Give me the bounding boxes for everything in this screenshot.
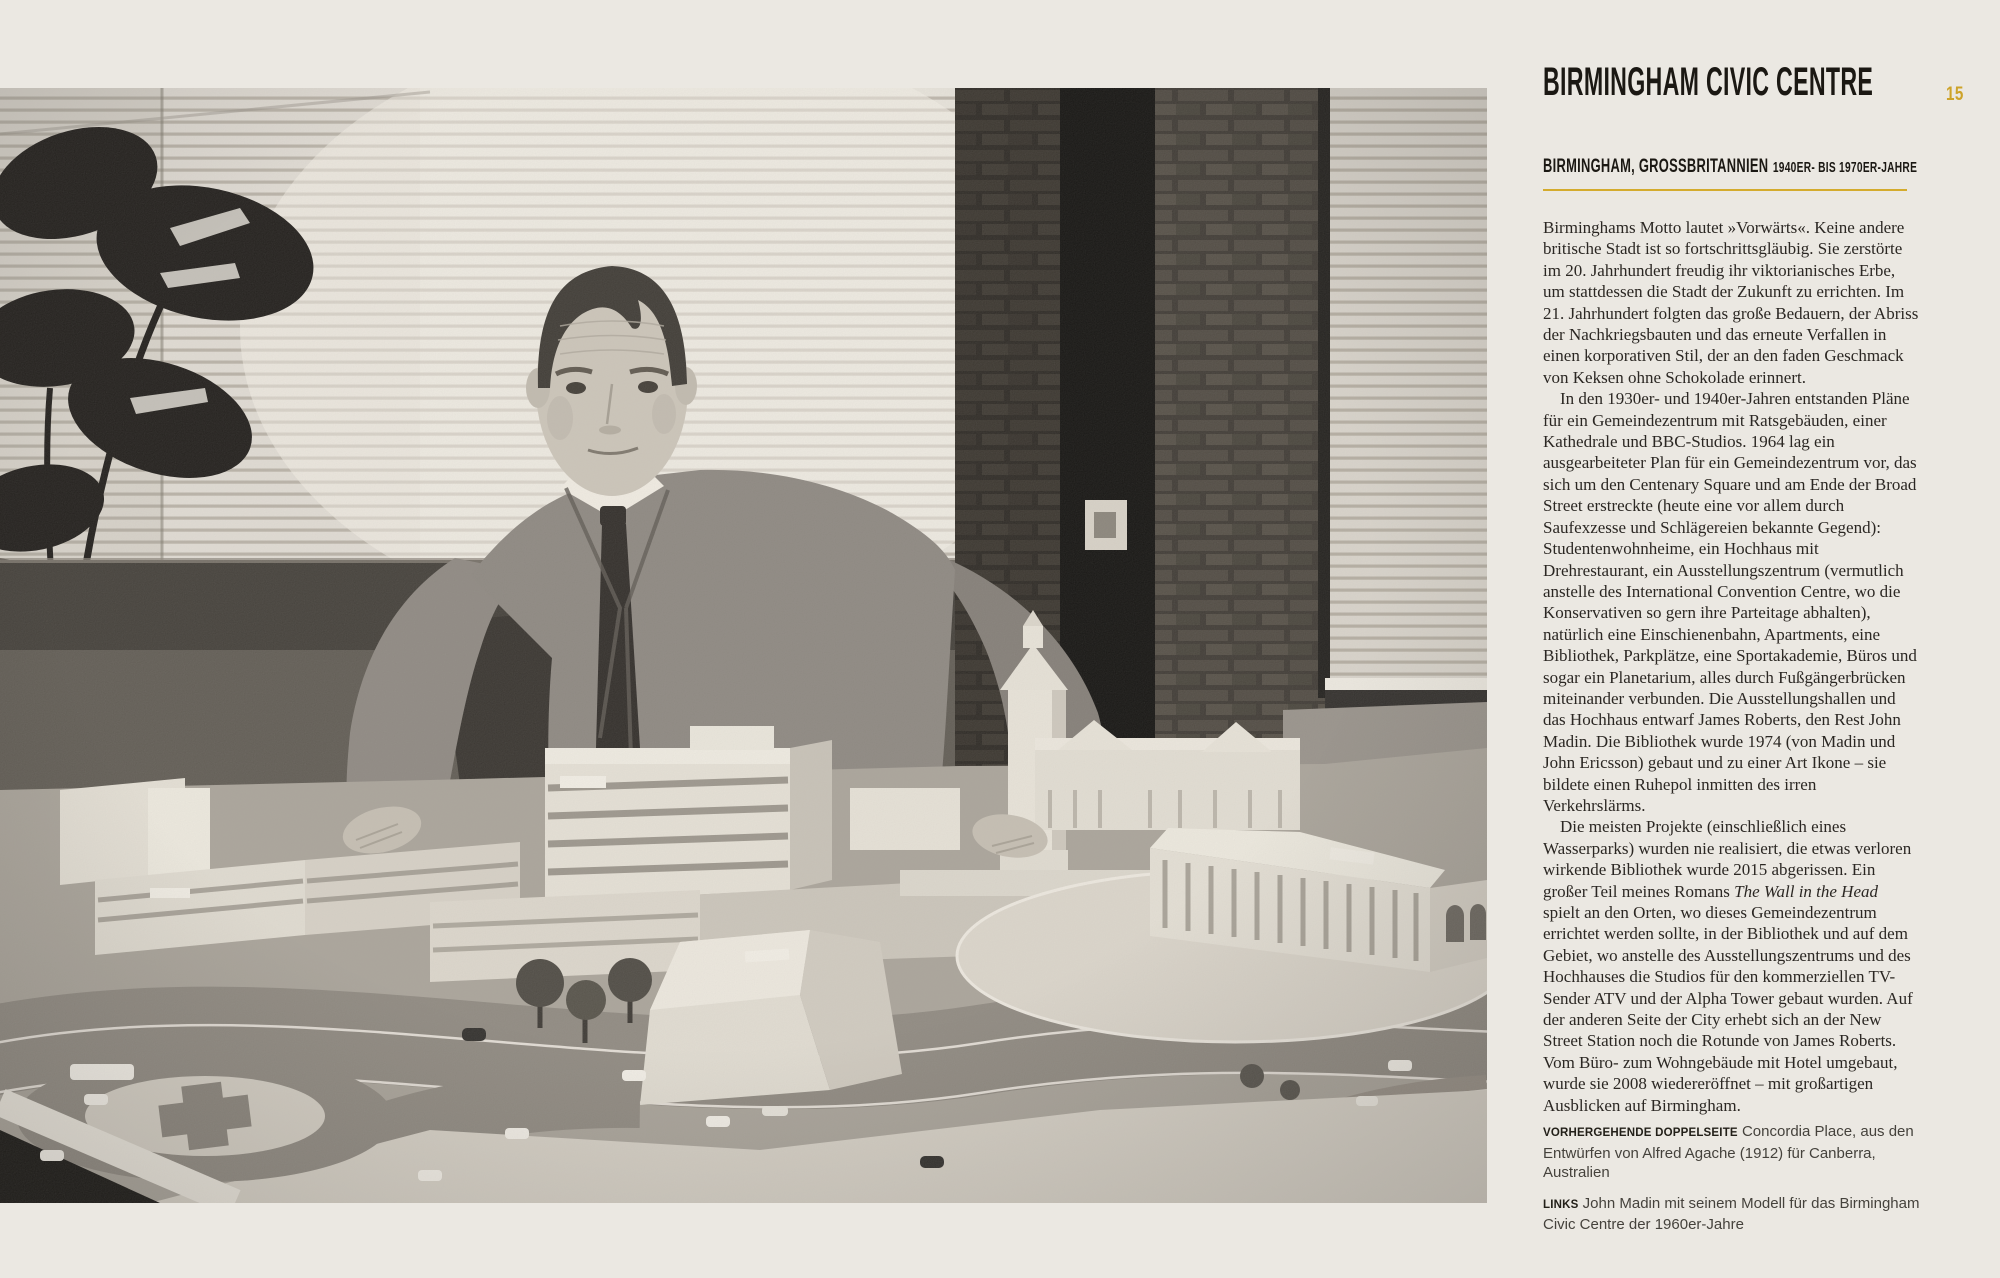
body-paragraph-2: In den 1930er- und 1940er-Jahren entstanden Pläne für ein Gemeindezentrum mit Ratsgebäuden, einer Kathedrale und BBC-Studios. 1964 lag ein ausgearbeiteter Plan für ein Gemeindezentrum vor, das sich um den Centenary Square und am Ende der Broad Street erstreckte (heute eine vor allem durch Saufexzesse und Schlägereien bekannte Gegend): Studentenwohnheime, ein Hochhaus mit Drehrestaurant, ein Ausstellungszentrum (vermutlich anstelle des International Convention Centre, wo die Konservativen so gern ihre Parteitage abhalten), natürlich eine Einschienenbahn, Apartments, eine Bibliothek, Parkplätze, eine Sportakademie, Büros und sogar ein Planetarium, alles durch Fußgängerbrücken miteinander verbunden. Die Ausstellungshallen und das Hochhaus entwarf James Roberts, den Rest John Madin. Die Bibliothek wurde 1974 (von Madin und John Ericsson) gebaut und zu einer Art Ikone – sie bildete einen Ruhepol inmitten des irren Verkehrslärms. xyxy=(1543,389,1917,815)
gold-rule-divider xyxy=(1543,189,1907,191)
caption-label-left: LINKS xyxy=(1543,1198,1579,1211)
paragraph-3-text-after: spielt an den Orten, wo dieses Gemeindezentrum errichtet werden sollte, in der Bibliothek und auf dem Gebiet, wo anstelle des Ausstellungszentrums und des Hochhauses die Studios für den kommerziellen TV-Sender ATV und der Alpha Tower gebaut wurden. Auf der anderen Seite der City erhebt sich an der New Street Station noch die Rotunde von James Roberts. Vom Büro- zum Wohngebäude mit Hotel umgebaut, wurde sie 2008 wiedereröffnet – mit großartigen Ausblicken auf Birmingham. xyxy=(1543,903,1913,1115)
article-body xyxy=(1543,217,1919,1116)
body-paragraph-3 xyxy=(1543,816,1919,1116)
photo-illustration xyxy=(0,88,1487,1203)
caption-left xyxy=(1543,1194,1927,1235)
caption-text-previous-spread: Concordia Place, aus den Entwürfen von Alfred Agache (1912) für Canberra, Australien xyxy=(1543,1123,1914,1181)
caption-previous-spread xyxy=(1543,1122,1927,1183)
caption-label-previous-spread: VORHERGEHENDE DOPPELSEITE xyxy=(1543,1127,1738,1139)
caption-text-left: John Madin mit seinem Modell für das Birmingham Civic Centre der 1960er-Jahre xyxy=(1543,1194,1920,1233)
subtitle-location: BIRMINGHAM, GROSSBRITANNIEN xyxy=(1543,156,1769,177)
film-grain-overlay xyxy=(0,88,1487,1203)
photograph-john-madin-model xyxy=(0,88,1487,1203)
caption-block xyxy=(1543,1122,1927,1246)
body-paragraph-1: Birminghams Motto lautet »Vorwärts«. Keine andere britische Stadt ist so fortschrittsgläubig. Sie zerstörte im 20. Jahrhundert freudig ihr viktorianisches Erbe, um stattdessen die Stadt der Zukunft zu errichten. Im 21. Jahrhundert folgten das große Bedauern, der Abriss der Nachkriegsbauten und das erneute Verfallen in einen korporativen Stil, der an den faden Geschmack von Keksen ohne Schokolade erinnert. xyxy=(1543,218,1919,387)
subtitle-period: 1940ER- BIS 1970ER-JAHRE xyxy=(1772,159,1918,176)
book-title-italic: The Wall in the Head xyxy=(1734,881,1879,901)
page-number: 15 xyxy=(1946,84,1964,105)
paragraph-3-text: Die meisten Projekte (einschließlich eines Wasserparks) wurden nie realisiert, die etwas verloren wirkende Bibliothek wurde 2015 abgerissen. Ein großer Teil meines Romans xyxy=(1543,817,1912,901)
article-title: BIRMINGHAM CIVIC CENTRE xyxy=(1543,60,1874,104)
article-column xyxy=(1543,0,1923,1278)
article-subtitle xyxy=(1543,151,1917,179)
